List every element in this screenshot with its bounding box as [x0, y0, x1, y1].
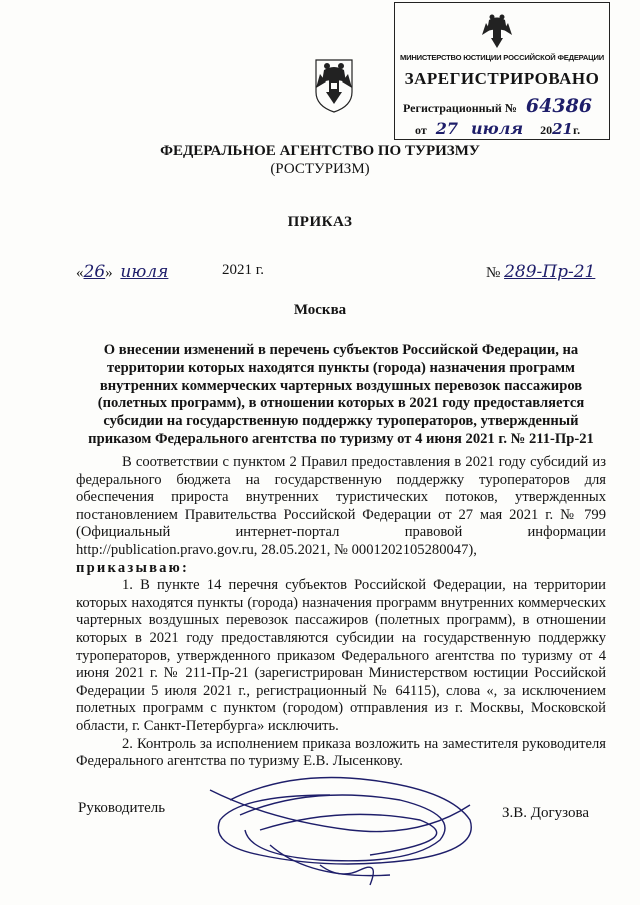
date-open-quote: « [76, 265, 84, 281]
stamp-date-year-prefix: 20 [540, 123, 553, 137]
date-month: июля [120, 262, 169, 282]
date-day: 26 [83, 262, 106, 282]
stamp-date-year-suffix: 21 [552, 120, 573, 138]
stamp-date-day: 27 [435, 119, 459, 138]
number-prefix: № [486, 265, 501, 281]
stamp-date-prefix: от [415, 123, 427, 137]
date-close-quote: » [105, 265, 113, 281]
stamp-date-suffix: г. [573, 123, 581, 137]
signatory-position: Руководитель [78, 800, 166, 816]
signatory-name: З.В. Догузова [502, 805, 590, 821]
stamp-date-month: июля [471, 119, 524, 138]
stamp-reg-number-label: Регистрационный № [403, 101, 517, 115]
preamble-paragraph [76, 454, 606, 560]
stamp-emblem-icon [481, 9, 513, 51]
agency-short-name: (РОСТУРИЗМ) [270, 161, 370, 177]
order-date [76, 262, 168, 282]
city: Москва [293, 302, 347, 318]
item-2-paragraph: 2. Контроль за исполнением приказа возложить на заместителя руководителя Федерального агентства по туризму Е.В. Лысенкову. [76, 735, 606, 770]
coat-of-arms-emblem [312, 52, 356, 114]
stamp-reg-number-row [403, 95, 592, 117]
stamp-registered: ЗАРЕГИСТРИРОВАНО [404, 69, 600, 88]
document-title: О внесении изменений в перечень субъектов Российской Федерации, на территории которых находятся пункты (города) назначения программ внутренних коммерческих чартерных воздушных перевозок пассажиров (полетных программ), в отношении которых в 2021 году предоставляется субсидии на государственную поддержку туроператоров, утвержденный приказом Федерального агентства по туризму от 4 июня 2021 г. № 211-Пр-21 [88, 342, 594, 447]
document-body [76, 454, 606, 771]
item-1-paragraph: 1. В пункте 14 перечня субъектов Российской Федерации, на территории которых находятся пункты (города) назначения программ внутренних коммерческих чартерных воздушных перевозок пассажиров (полетных программ), в отношении которых в 2021 году предоставляются субсидии на государственную поддержку туроператоров, утвержденного приказом Федерального агентства по туризму от 4 июня 2021 г. № 211-Пр-21 (зарегистрирован Министерством юстиции Российской Федерации 5 июля 2021 г., регистрационный № 64115), слова «, за исключением полетных программ с пунктом (городом) отправления из г. Москвы, Московской области, г. Санкт-Петербурга» исключить. [76, 577, 606, 734]
stamp-date-row [415, 119, 580, 138]
registration-stamp [394, 2, 610, 140]
agency-name: ФЕДЕРАЛЬНОЕ АГЕНТСТВО ПО ТУРИЗМУ [160, 143, 480, 159]
document-type: ПРИКАЗ [287, 214, 353, 230]
preamble-text: В соответствии с пунктом 2 Правил предоставления в 2021 году субсидий из федерального бюджета на государственную поддержку туроператоров для обеспечения прироста внутренних туристических потоков, утвержденных постановлением Правительства Российской Федерации от 27 мая 2021 г. № 799 (Официальный интернет-портал правовой информации http://publication.pravo.gov.ru, 28.05.2021, № 0001202105280047), [76, 454, 606, 558]
order-word: приказываю: [76, 559, 190, 576]
handwritten-signature [170, 760, 500, 900]
stamp-ministry: МИНИСТЕРСТВО ЮСТИЦИИ РОССИЙСКОЙ ФЕДЕРАЦИИ [399, 53, 605, 62]
stamp-reg-number: 64386 [525, 95, 593, 117]
order-word-paragraph [76, 560, 606, 578]
date-year: 2021 г. [222, 262, 264, 278]
order-number [486, 262, 595, 282]
number-value: 289-Пр-21 [504, 262, 596, 282]
